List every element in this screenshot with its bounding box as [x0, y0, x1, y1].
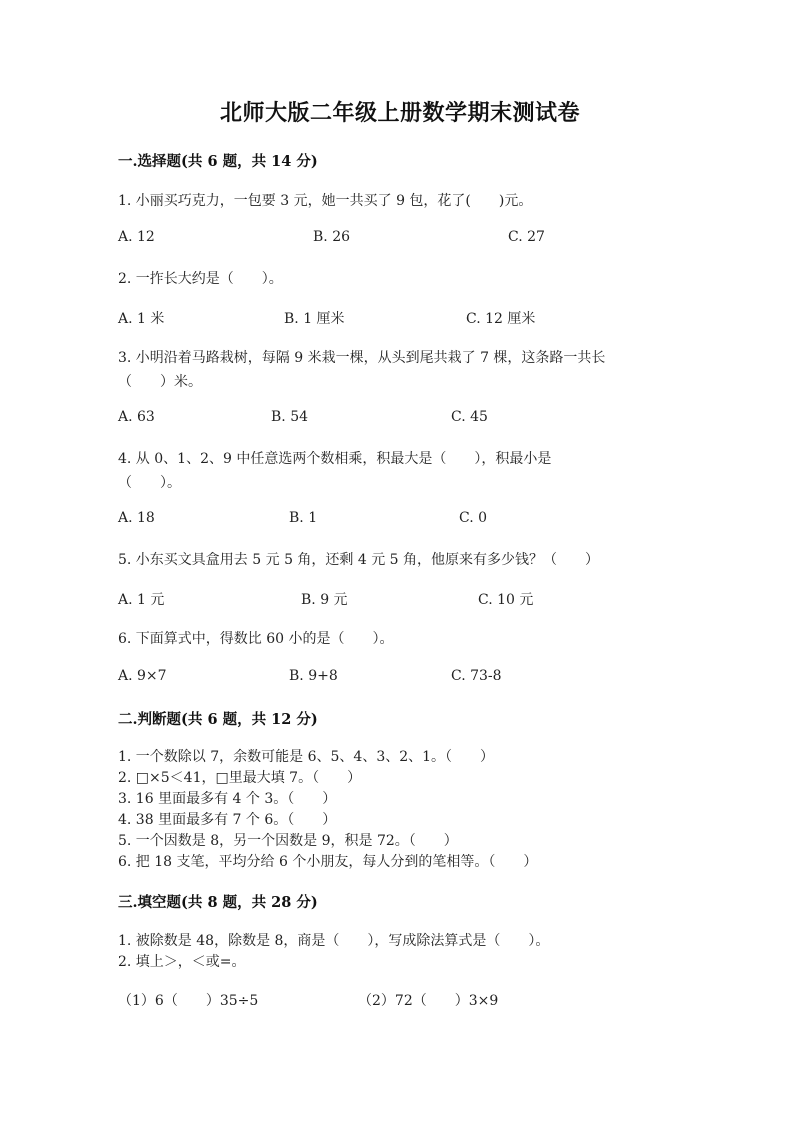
- sub-item: （1）6（ ）35÷5: [118, 993, 259, 1009]
- option-a: A. 12: [118, 229, 155, 245]
- option-a: A. 1 米: [118, 311, 165, 327]
- option-c: C. 73-8: [451, 668, 502, 684]
- option-b: B. 9+8: [289, 668, 338, 684]
- section-heading-fill-blank: 三.填空题(共 8 题，共 28 分): [118, 894, 318, 911]
- question-text: 4. 从 0、1、2、9 中任意选两个数相乘，积最大是（ ），积最小是: [118, 451, 552, 467]
- section-heading-judgement: 二.判断题(共 6 题，共 12 分): [118, 711, 318, 728]
- option-b: B. 9 元: [301, 592, 348, 608]
- option-b: B. 26: [313, 229, 351, 245]
- question-text: 1. 小丽买巧克力，一包要 3 元，她一共买了 9 包，花了( )元。: [118, 193, 533, 209]
- list-item: 5. 一个因数是 8，另一个因数是 9，积是 72。（ ）: [118, 833, 458, 849]
- question-text-continued: （ ）。: [118, 475, 181, 491]
- page-title: 北师大版二年级上册数学期末测试卷: [219, 100, 580, 126]
- list-item: 4. 38 里面最多有 7 个 6。（ ）: [118, 812, 337, 828]
- option-c: C. 45: [451, 409, 488, 425]
- question-text: 5. 小东买文具盒用去 5 元 5 角，还剩 4 元 5 角，他原来有多少钱？（ ）: [118, 552, 600, 568]
- question-text: 6. 下面算式中，得数比 60 小的是（ ）。: [118, 631, 394, 647]
- option-b: B. 54: [271, 409, 309, 425]
- option-c: C. 12 厘米: [466, 311, 536, 327]
- list-item: 1. 被除数是 48，除数是 8，商是（ ），写成除法算式是（ ）。: [118, 933, 550, 949]
- option-b: B. 1 厘米: [284, 311, 345, 327]
- question-text: 3. 小明沿着马路栽树，每隔 9 米栽一棵，从头到尾共栽了 7 棵，这条路一共长: [118, 350, 606, 366]
- section-heading-choice: 一.选择题(共 6 题，共 14 分): [118, 153, 318, 170]
- option-a: A. 18: [118, 510, 155, 526]
- list-item: 3. 16 里面最多有 4 个 3。（ ）: [118, 791, 337, 807]
- question-text-continued: （ ）米。: [118, 374, 202, 390]
- list-item: 1. 一个数除以 7，余数可能是 6、5、4、3、2、1。（ ）: [118, 749, 495, 765]
- option-a: A. 63: [118, 409, 155, 425]
- option-a: A. 1 元: [118, 592, 165, 608]
- option-c: C. 27: [508, 229, 545, 245]
- sub-item: （2）72（ ）3×9: [358, 993, 499, 1009]
- option-a: A. 9×7: [118, 668, 167, 684]
- list-item: 2. 填上＞，＜或=。: [118, 954, 246, 970]
- option-c: C. 0: [459, 510, 488, 526]
- list-item: 6. 把 18 支笔，平均分给 6 个小朋友，每人分到的笔相等。（ ）: [118, 854, 538, 870]
- option-c: C. 10 元: [478, 592, 534, 608]
- list-item: 2. □×5＜41，□里最大填 7。（ ）: [118, 770, 362, 786]
- option-b: B. 1: [289, 510, 318, 526]
- question-text: 2. 一拃长大约是（ ）。: [118, 271, 283, 287]
